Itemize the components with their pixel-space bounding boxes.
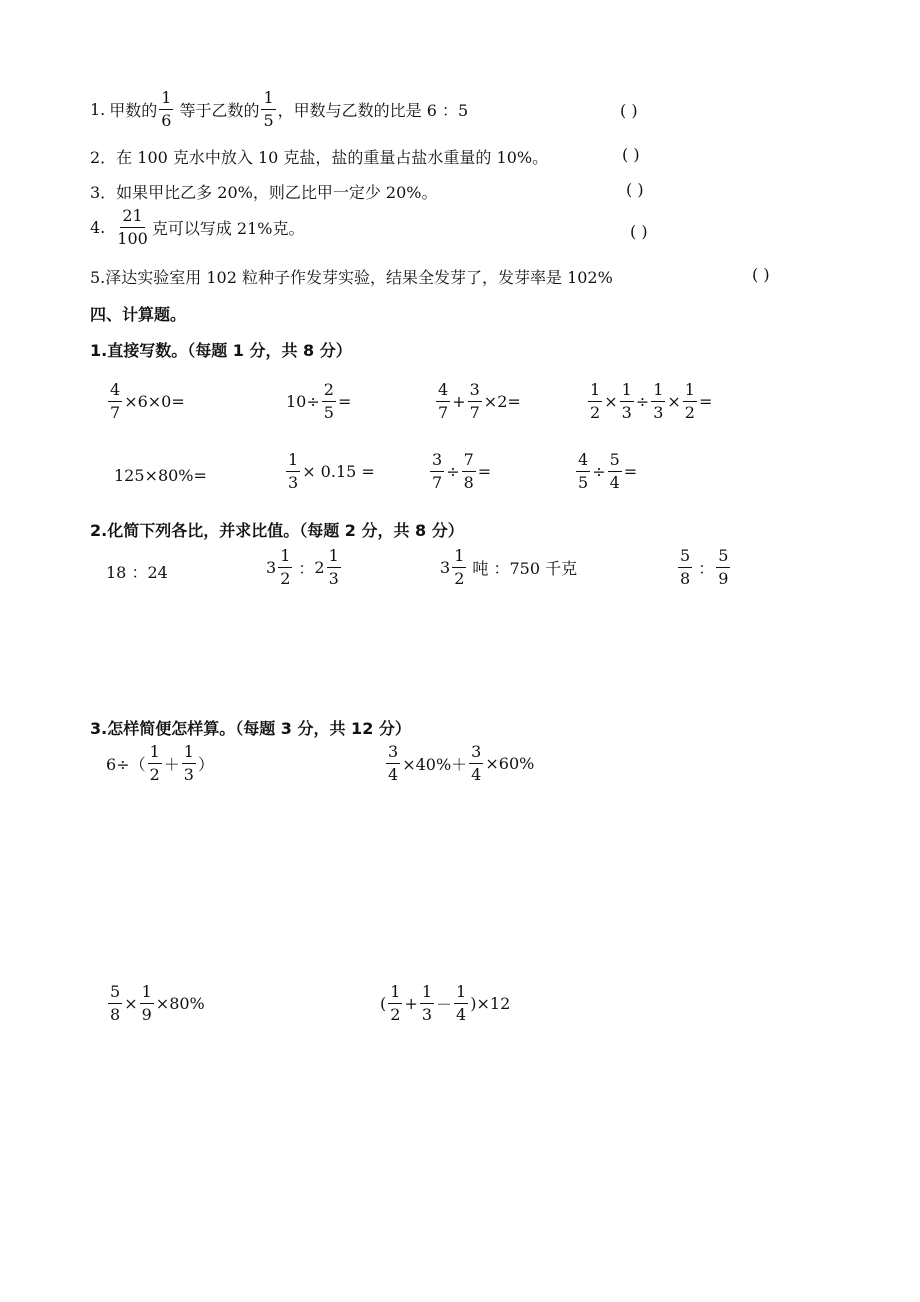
judge-q3: 3．如果甲比乙多 20%，则乙比甲一定少 20%。: [90, 183, 438, 202]
q3-answer-paren[interactable]: ( ): [626, 180, 644, 199]
part2-ratio-1: 18 ：24: [106, 563, 168, 582]
q1-text-a: 甲数的: [109, 101, 158, 120]
q1-fraction-1: $\frac{1}{6}$: [161, 88, 172, 130]
part1-expr-5: 125×80%=: [114, 466, 207, 485]
judge-q4: [90, 208, 304, 247]
part3-calc-2: $\frac{3}{4}$ ×40%＋ $\frac{3}{4}$ ×60%: [388, 742, 535, 784]
part2-ratio-2: 3 $\frac{1}{2}$ ： 2 $\frac{1}{3}$: [266, 546, 339, 588]
q4-fraction: $\frac{21}{100}$: [117, 206, 148, 248]
part3-calc-4: ( $\frac{1}{2}$ + $\frac{1}{3}$ － $\frac{1}{4}$ )×12: [380, 982, 511, 1024]
part2-ratio-3: 3 $\frac{1}{2}$ 吨 ：750 千克: [440, 546, 578, 588]
part3-calc-1: 6÷（ $\frac{1}{2}$ ＋ $\frac{1}{3}$ ）: [106, 742, 214, 784]
q1-fraction-2: $\frac{1}{5}$: [263, 88, 274, 130]
part1-expr-3: $\frac{4}{7}$ + $\frac{3}{7}$ ×2=: [438, 380, 521, 422]
judge-q5: 5.泽达实验室用 102 粒种子作发芽实验，结果全发芽了，发芽率是 102%: [90, 268, 613, 287]
q4-text: 克可以写成 21%克。: [151, 219, 305, 238]
q1-answer-paren[interactable]: ( ): [620, 101, 638, 120]
part3-calc-3: $\frac{5}{8}$ × $\frac{1}{9}$ ×80%: [110, 982, 205, 1024]
q4-number: 4.: [90, 218, 106, 237]
section-title: 四、计算题。: [90, 305, 187, 324]
part1-expr-2: 10÷ $\frac{2}{5}$ =: [286, 380, 352, 422]
part1-title: 1.直接写数。（每题 1 分，共 8 分）: [90, 341, 352, 360]
part2-ratio-4: $\frac{5}{8}$ ： $\frac{5}{9}$: [680, 546, 729, 588]
q2-answer-paren[interactable]: ( ): [622, 145, 640, 164]
q1-text-b: 等于乙数的: [179, 101, 260, 120]
judge-q1: [90, 90, 468, 129]
part1-expr-7: $\frac{3}{7}$ ÷ $\frac{7}{8}$ =: [432, 450, 492, 492]
q1-number: 1.: [90, 100, 106, 119]
q5-answer-paren[interactable]: ( ): [752, 265, 770, 284]
part1-expr-4: $\frac{1}{2}$ × $\frac{1}{3}$ ÷ $\frac{1}{3}$ × $\frac{1}{2}$ =: [590, 380, 713, 422]
part1-expr-1: $\frac{4}{7}$ ×6×0=: [110, 380, 185, 422]
part1-expr-6: $\frac{1}{3}$ × 0.15 =: [288, 450, 375, 492]
judge-q2: 2．在 100 克水中放入 10 克盐，盐的重量占盐水重量的 10%。: [90, 148, 549, 167]
q1-text-c: ，甲数与乙数的比是 6 ：5: [277, 101, 469, 120]
part2-title: 2.化简下列各比，并求比值。（每题 2 分，共 8 分）: [90, 521, 464, 540]
part1-expr-8: $\frac{4}{5}$ ÷ $\frac{5}{4}$ =: [578, 450, 638, 492]
part3-title: 3.怎样简便怎样算。（每题 3 分，共 12 分）: [90, 719, 411, 738]
q4-answer-paren[interactable]: ( ): [630, 222, 648, 241]
